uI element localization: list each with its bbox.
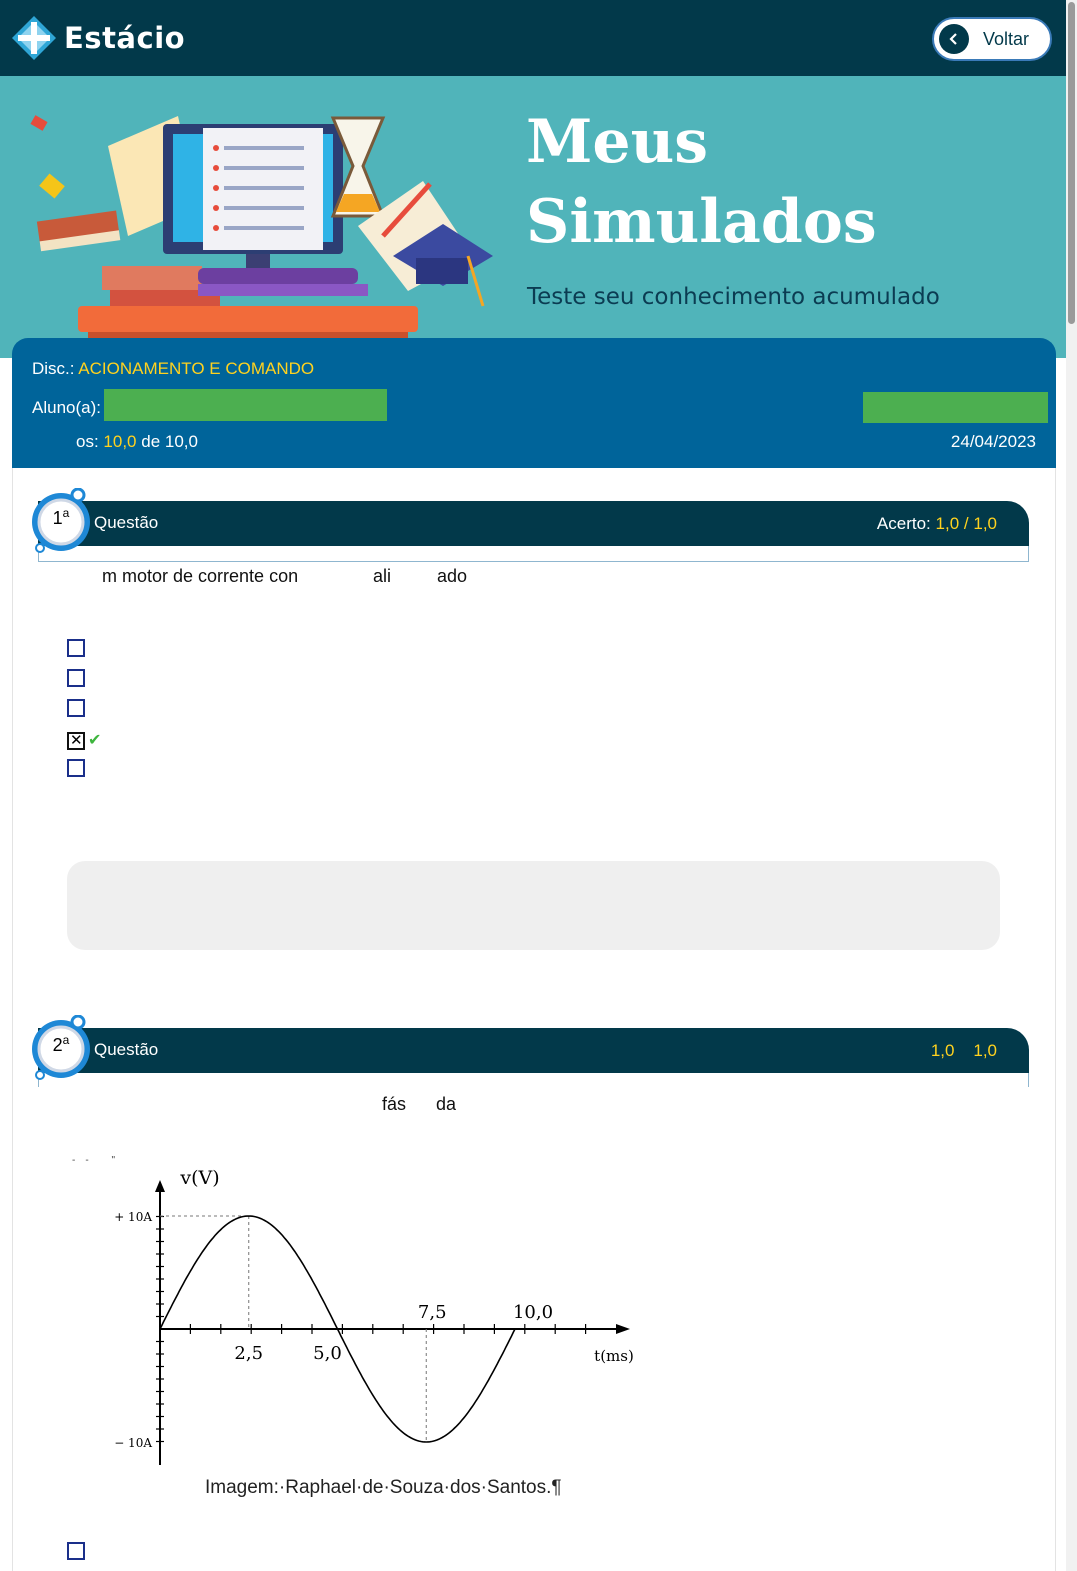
score-prefix: os:: [76, 432, 99, 451]
question-2-option-a-checkbox[interactable]: [67, 1542, 85, 1560]
x-tick-label: 2,5: [234, 1343, 264, 1364]
x-axis-arrow: [616, 1324, 630, 1334]
question-1-number: 1$^a$: [52, 506, 70, 528]
voltage-waveform-chart: [100, 1160, 660, 1480]
discipline-row: [32, 359, 314, 379]
question-1-score-label: Acerto:: [876, 514, 931, 533]
question-2-number: 2$^a$: [52, 1033, 70, 1055]
question-1-label: Questão: [94, 513, 159, 532]
chart-labels: [114, 1167, 634, 1450]
question-1-option-c-checkbox[interactable]: [67, 699, 85, 717]
exam-date: 24/04/2023: [950, 432, 1036, 451]
discipline-value: ACIONAMENTO E COMANDO: [78, 359, 315, 378]
brand-name: Estácio: [64, 21, 186, 55]
estacio-logo[interactable]: [10, 14, 185, 62]
top-bar: [0, 0, 1077, 76]
question-1-score-separator: /: [963, 514, 969, 533]
question-2-score-value: 1,0: [930, 1041, 955, 1060]
question-1-option-a-checkbox[interactable]: [67, 639, 85, 657]
question-2-header: [38, 1028, 1029, 1073]
page-title-line1: Meus: [526, 107, 708, 177]
y-axis-arrow: [155, 1180, 165, 1192]
page-title-line2: Simulados: [526, 187, 877, 257]
page-subtitle: Teste seu conhecimento acumulado: [527, 284, 940, 310]
hero-banner: [0, 76, 1066, 358]
question-1-score: [877, 514, 997, 534]
y-tick-label: − 10A: [114, 1436, 152, 1450]
x-tick-label: 7,5: [417, 1302, 447, 1323]
question-1-stem-part-1: m motor de corrente con: [102, 566, 299, 586]
correct-check-icon: ✔: [88, 732, 102, 749]
scrollbar-thumb[interactable]: [1068, 2, 1075, 324]
question-2-image-marks: -- ": [72, 1155, 125, 1166]
exam-illustration: [28, 106, 498, 351]
estacio-logo-icon: [10, 14, 58, 62]
question-1-option-e-checkbox[interactable]: [67, 759, 85, 777]
image-caption: Imagem:·Raphael·de·Souza·dos·Santos.¶: [205, 1477, 562, 1498]
page-scrollbar[interactable]: [1066, 0, 1077, 1571]
y-tick-label: + 10A: [114, 1210, 152, 1224]
question-2-stem-part-2: da: [436, 1094, 457, 1114]
question-1-option-b-checkbox[interactable]: [67, 669, 85, 687]
redacted-student-id: [863, 392, 1048, 423]
y-axis-label: v(V): [180, 1167, 220, 1189]
x-tick-label: 10,0: [512, 1302, 554, 1323]
score-row: [76, 432, 198, 452]
chevron-left-icon: [939, 24, 969, 54]
question-2-badge: [28, 1015, 94, 1081]
question-1-explanation-box: [67, 861, 1000, 950]
question-2-score: [931, 1041, 997, 1061]
question-1-header-underline: [38, 546, 1029, 562]
student-label: Aluno(a):: [32, 398, 101, 417]
question-2-label: Questão: [94, 1040, 159, 1059]
x-axis-label: t(ms): [594, 1347, 634, 1365]
question-1-stem-part-2: ali: [373, 566, 392, 586]
page-title: [526, 102, 877, 262]
question-1-badge: [28, 488, 94, 554]
question-1-stem-part-3: ado: [437, 566, 468, 586]
discipline-label: Disc.:: [32, 359, 75, 378]
x-tick-label: 5,0: [313, 1343, 342, 1364]
score-suffix: de 10,0: [141, 432, 198, 451]
score-value: 10,0: [103, 432, 137, 451]
question-2-stem-part-1: fás: [382, 1094, 407, 1114]
question-1-score-value: 1,0: [935, 514, 960, 533]
question-1-header: [38, 501, 1029, 546]
back-button-label: Voltar: [983, 28, 1030, 49]
exam-info-card: [12, 338, 1056, 468]
question-2-score-max: 1,0: [973, 1041, 997, 1060]
question-1-score-max: 1,0: [973, 514, 997, 533]
question-2-header-underline: [38, 1073, 1029, 1087]
back-button[interactable]: [932, 17, 1052, 61]
redacted-student-name: [104, 389, 387, 421]
question-1-option-d-checkbox[interactable]: [67, 732, 85, 750]
